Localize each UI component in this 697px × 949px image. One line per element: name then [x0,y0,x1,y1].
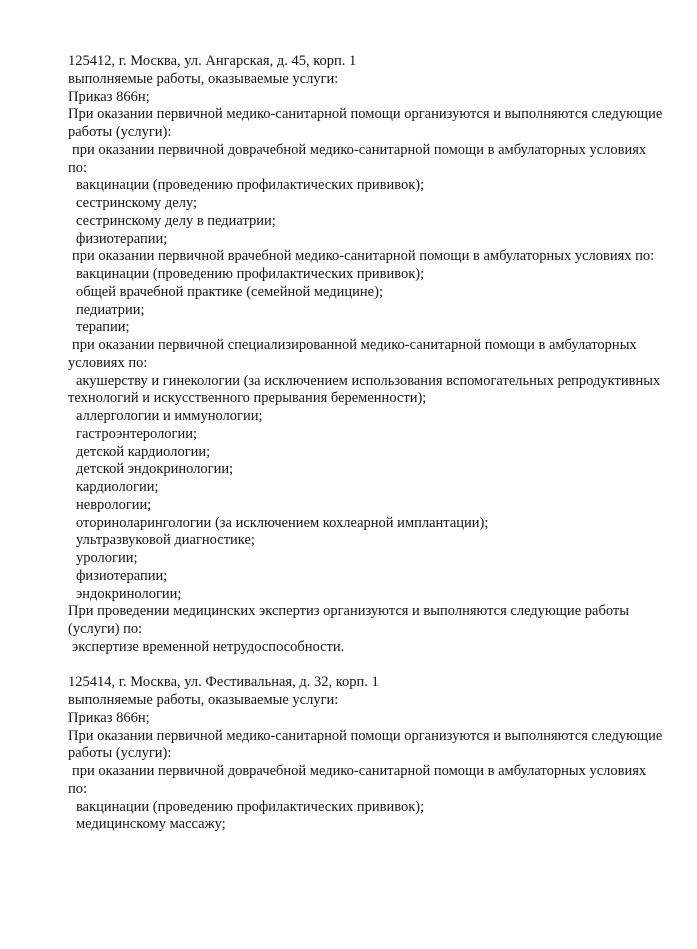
text-line: общей врачебной практике (семейной медицине); [76,283,383,300]
text-line: работы (услуги): [68,124,172,140]
text-line: неврологии; [76,496,152,513]
text-line: детской эндокринологии; [76,461,234,478]
text-line: При оказании первичной медико-санитарной помощи организуются и выполняются следующие [68,106,663,123]
text-line: вакцинации (проведению профилактических прививок); [76,266,425,282]
text-line: детской кардиологии; [76,443,211,460]
text-line: педиатрии; [76,301,145,318]
text-line: терапии; [76,319,130,336]
text-line: при оказании первичной доврачебной медико-санитарной помощи в амбулаторных условиях [72,141,647,158]
text-line: При оказании первичной медико-санитарной помощи организуются и выполняются следующие [68,727,663,744]
text-line: акушерству и гинекологии (за исключением использования вспомогательных репродуктивных [76,372,661,389]
license-section [68,674,683,834]
text-line: вакцинации (проведению профилактических прививок); [76,798,425,815]
text-line: оториноларингологии (за исключением кохлеарной имплантации); [76,514,489,531]
document-body [68,53,683,834]
license-section [68,53,683,657]
text-line: урологии; [76,550,138,566]
text-line: технологий и искусственного прерывания беременности); [68,390,427,407]
text-line: При проведении медицинских экспертиз организуются и выполняются следующие работы [68,603,629,620]
text-line: ультразвуковой диагностике; [76,532,255,549]
text-line: выполняемые работы, оказываемые услуги: [68,70,339,87]
text-line: физиотерапии; [76,230,168,247]
text-line: медицинскому массажу; [76,816,226,833]
text-line: вакцинации (проведению профилактических прививок); [76,177,425,194]
text-line: эндокринологии; [76,585,182,602]
text-line: при оказании первичной специализированной медико-санитарной помощи в амбулаторных [72,337,637,353]
text-line: физиотерапии; [76,567,168,584]
text-line: (услуги) по: [68,621,143,637]
text-line: по: [68,780,88,797]
address-line: 125412, г. Москва, ул. Ангарская, д. 45, корп. 1 [68,53,357,69]
text-line: Приказ 866н; [68,709,150,726]
text-line: при оказании первичной врачебной медико-санитарной помощи в амбулаторных условиях по: [72,248,655,265]
text-line: сестринскому делу; [76,195,198,211]
text-line: гастроэнтерологии; [76,425,198,442]
address-line: 125414, г. Москва, ул. Фестивальная, д. 32, корп. 1 [68,674,379,691]
text-line: по: [68,159,88,176]
text-line: условиях по: [68,354,148,371]
text-line: Приказ 866н; [68,88,150,105]
text-line: аллергологии и иммунологии; [76,408,263,424]
text-line: сестринскому делу в педиатрии; [76,212,276,229]
text-line: экспертизе временной нетрудоспособности. [72,638,345,655]
text-line: работы (услуги): [68,745,172,762]
text-line: кардиологии; [76,479,159,495]
text-line: выполняемые работы, оказываемые услуги: [68,692,339,708]
text-line: при оказании первичной доврачебной медико-санитарной помощи в амбулаторных условиях [72,763,647,779]
